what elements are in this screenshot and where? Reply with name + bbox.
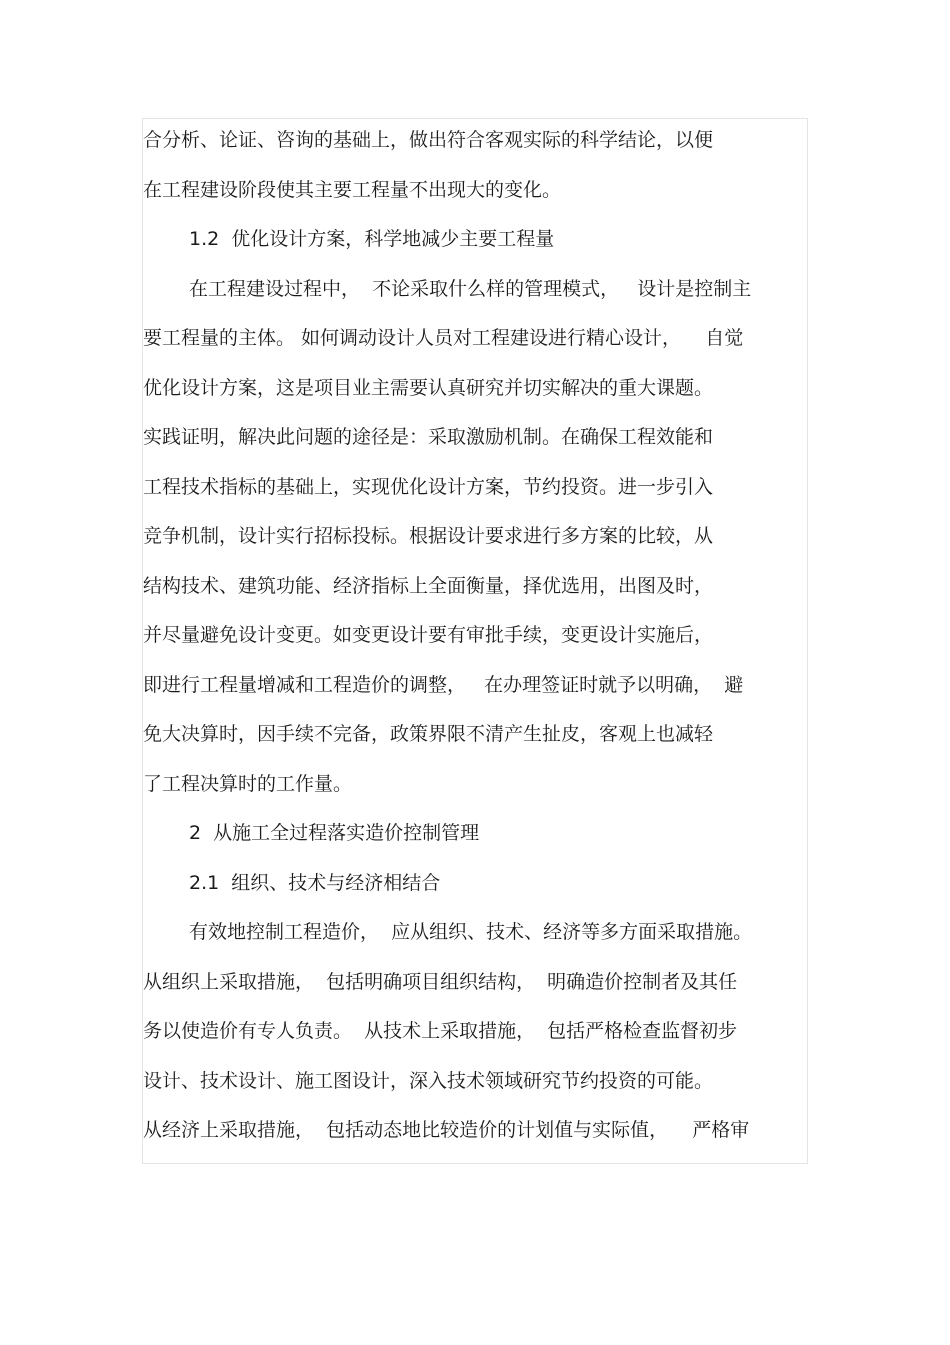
section-heading-2-1: 2.1 组织、技术与经济相结合 [189,871,441,894]
body-line-11: 并尽量避免设计变更。如变更设计要有审批手续，变更设计实施后， [143,624,714,646]
body-line-14: 了工程决算时的工作量。 [143,772,353,795]
body-line-2: 在工程建设阶段使其主要工程量不出现大的变化。 [143,178,562,201]
section-heading-1-2: 1.2 优化设计方案，科学地减少主要工程量 [189,228,555,250]
section-heading-2: 2 从施工全过程落实造价控制管理 [189,822,480,844]
document-body [143,116,807,1156]
body-line-17: 有效地控制工程造价， 应从组织、技术、经济等多方面采取措施。 [189,921,753,943]
body-line-20: 设计、技术设计、施工图设计，深入技术领域研究节约投资的可能。 [143,1069,714,1092]
body-line-1: 合分析、论证、咨询的基础上，做出符合客观实际的科学结论，以便 [143,129,714,151]
body-line-13: 免大决算时，因手续不完备，政策界限不清产生扯皮，客观上也减轻 [143,723,714,745]
body-line-12: 即进行工程量增减和工程造价的调整， 在办理签证时就予以明确， 避 [143,673,744,696]
body-line-18: 从组织上采取措施， 包括明确项目组织结构， 明确造价控制者及其任 [143,970,738,993]
body-line-9: 竞争机制，设计实行招标投标。根据设计要求进行多方案的比较，从 [143,525,714,547]
body-line-6: 优化设计方案，这是项目业主需要认真研究并切实解决的重大课题。 [143,376,714,399]
body-line-10: 结构技术、建筑功能、经济指标上全面衡量，择优选用，出图及时， [143,574,714,597]
body-line-19: 务以使造价有专人负责。 从技术上采取措施， 包括严格检查监督初步 [143,1020,738,1042]
body-line-21: 从经济上采取措施， 包括动态地比较造价的计划值与实际值， 严格审 [143,1119,750,1141]
body-line-7: 实践证明，解决此问题的途径是：采取激励机制。在确保工程效能和 [143,426,714,448]
body-line-4: 在工程建设过程中， 不论采取什么样的管理模式， 设计是控制主 [189,277,752,300]
body-line-8: 工程技术指标的基础上，实现优化设计方案，节约投资。进一步引入 [143,475,714,498]
body-line-5: 要工程量的主体。 如何调动设计人员对工程建设进行精心设计， 自觉 [143,327,744,349]
